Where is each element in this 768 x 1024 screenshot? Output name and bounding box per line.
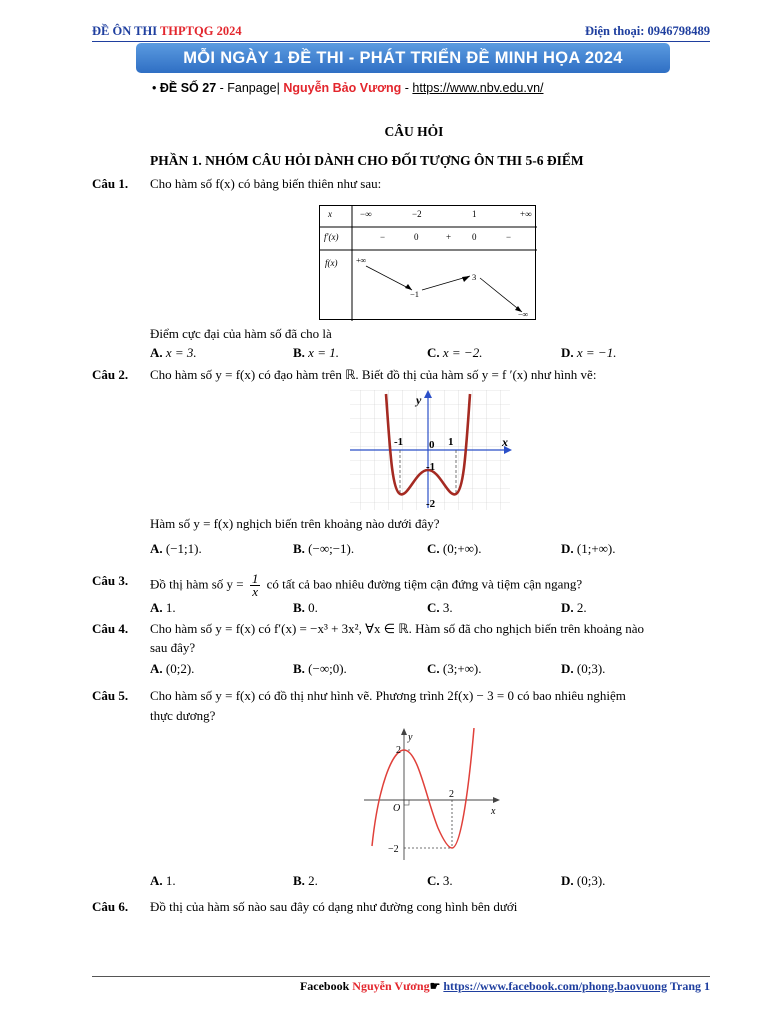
header-divider [92, 41, 710, 42]
page-number: Trang 1 [667, 979, 710, 993]
q3-option-c[interactable]: C. 3. [427, 600, 453, 615]
q1-option-a[interactable]: A. x = 3. [150, 345, 197, 360]
question-5-label: Câu 5. [92, 688, 129, 703]
graph-tick-ym2: -2 [426, 498, 436, 510]
vt-fp-s2: + [446, 232, 452, 242]
graph5-x-label: x [491, 806, 496, 817]
variation-table [319, 205, 536, 320]
q2-option-a[interactable]: A. (−1;1). [150, 541, 202, 556]
subline-sep: - [401, 81, 413, 95]
question-3-text: Đồ thị hàm số y = $\frac{1}{x}$ có tất cả bao nhiêu đường tiệm cận đứng và tiệm cận ngang? [150, 571, 583, 599]
function-graph [364, 728, 504, 863]
arrow-down-2 [480, 278, 522, 312]
footer-facebook-link[interactable]: https://www.facebook.com/phong.baovuong [443, 979, 668, 993]
function-curve [372, 728, 474, 848]
graph-tick-ym1: -1 [426, 461, 436, 473]
vt-x-label: x [328, 209, 332, 219]
q2-option-b[interactable]: B. (−∞;−1). [293, 541, 355, 556]
question-6-text: Đồ thị của hàm số nào sau đây có dạng như đường cong hình bên dưới [150, 899, 518, 914]
q1-option-b[interactable]: B. x = 1. [293, 345, 339, 360]
q2-option-d[interactable]: D. (1;+∞). [561, 541, 616, 556]
q5-option-b[interactable]: B. 2. [293, 873, 318, 888]
question-4-label: Câu 4. [92, 621, 129, 636]
vt-fp-z2: 0 [472, 232, 477, 242]
question-1-prompt: Điểm cực đại của hàm số đã cho là [150, 326, 332, 341]
header-left [92, 24, 242, 39]
graph-tick-m1: -1 [394, 436, 404, 448]
vt-f-neginf: −∞ [518, 310, 529, 319]
q5-option-a[interactable]: A. 1. [150, 873, 176, 888]
footer-divider [92, 976, 710, 977]
footer-facebook-label: Facebook [299, 979, 353, 993]
graph-tick-1: 1 [448, 436, 454, 448]
variation-table-svg [320, 206, 537, 321]
vt-x-1: 1 [472, 209, 477, 219]
q4-option-b[interactable]: B. (−∞;0). [293, 661, 347, 676]
question-4-text-line2: sau đây? [150, 640, 196, 655]
vt-f-3: 3 [472, 272, 477, 282]
bullet: • [152, 81, 157, 95]
section-title: CÂU HỎI [384, 124, 444, 139]
part-title: PHẦN 1. NHÓM CÂU HỎI DÀNH CHO ĐỐI TƯỢNG ÔN THI 5-6 ĐIỂM [150, 153, 584, 168]
question-3-label: Câu 3. [92, 573, 129, 588]
q1-option-d[interactable]: D. x = −1. [561, 345, 617, 360]
q4-option-c[interactable]: C. (3;+∞). [427, 661, 482, 676]
vt-f-label: f(x) [325, 258, 338, 268]
graph5-tick-y2: 2 [396, 745, 401, 756]
q5-option-d[interactable]: D. (0;3). [561, 873, 606, 888]
exam-number: ĐỀ SỐ 27 [159, 81, 217, 95]
question-5-text-line2: thực dương? [150, 708, 216, 723]
website-link[interactable]: https://www.nbv.edu.vn/ [412, 81, 544, 95]
arrow-down-1 [366, 266, 412, 290]
question-2-prompt: Hàm số y = f(x) nghịch biến trên khoảng nào dưới đây? [150, 516, 440, 531]
fraction: $\frac{1}{x}$ [251, 571, 259, 599]
question-1-label: Câu 1. [92, 176, 129, 191]
graph5-tick-x2: 2 [449, 789, 454, 800]
vt-f-m1: −1 [410, 289, 420, 299]
graph-tick-0: 0 [429, 439, 435, 451]
question-6-label: Câu 6. [92, 899, 129, 914]
footer-name: Nguyễn Vương [352, 979, 430, 993]
vt-f-posinf: +∞ [356, 256, 367, 265]
q5-option-c[interactable]: C. 3. [427, 873, 453, 888]
vt-fp-s3: − [506, 232, 512, 242]
pointing-hand-icon: ☛ [429, 979, 444, 993]
question-1-text: Cho hàm số f(x) có bảng biến thiên như sau: [150, 176, 382, 191]
vt-fp-label: f′(x) [324, 232, 339, 242]
vt-x-neginf: −∞ [360, 209, 372, 219]
derivative-graph [346, 390, 516, 510]
vt-fp-s1: − [380, 232, 386, 242]
graph5-origin: O [393, 803, 401, 814]
q1-option-c[interactable]: C. x = −2. [427, 345, 483, 360]
footer [300, 979, 710, 994]
question-2-label: Câu 2. [92, 367, 129, 382]
vt-x-m2: −2 [412, 209, 422, 219]
q2-option-c[interactable]: C. (0;+∞). [427, 541, 482, 556]
header-left-highlight: THPTQG 2024 [159, 24, 242, 38]
question-4-text-line1: Cho hàm số y = f(x) có f′(x) = −x³ + 3x², ∀x ∈ ℝ. Hàm số đã cho nghịch biến trên khoảng nào [150, 621, 644, 636]
question-5-text-line1: Cho hàm số y = f(x) có đồ thị như hình vẽ. Phương trình 2f(x) − 3 = 0 có bao nhiêu nghiệm [150, 688, 626, 703]
header-left-prefix: ĐỀ ÔN THI [92, 24, 160, 38]
vt-x-posinf: +∞ [520, 209, 532, 219]
exam-subline [152, 81, 544, 95]
q4-option-d[interactable]: D. (0;3). [561, 661, 606, 676]
q3-option-d[interactable]: D. 2. [561, 600, 587, 615]
question-2-text: Cho hàm số y = f(x) có đạo hàm trên ℝ. Biết đồ thị của hàm số y = f ′(x) như hình vẽ: [150, 367, 597, 382]
title-banner: MỖI NGÀY 1 ĐỀ THI - PHÁT TRIỂN ĐỀ MINH HỌA 2024 [136, 43, 670, 73]
fanpage-label: - Fanpage| [216, 81, 284, 95]
graph5-y-label: y [408, 732, 413, 743]
graph-x-label: x [502, 435, 508, 449]
vt-fp-z1: 0 [414, 232, 419, 242]
graph5-tick-ym2: −2 [388, 844, 399, 855]
graph-y-label: y [416, 393, 422, 407]
q4-option-a[interactable]: A. (0;2). [150, 661, 195, 676]
header-phone: Điện thoại: 0946798489 [585, 24, 710, 38]
author-name: Nguyễn Bảo Vương [283, 81, 402, 95]
q3-option-a[interactable]: A. 1. [150, 600, 176, 615]
q3-option-b[interactable]: B. 0. [293, 600, 318, 615]
